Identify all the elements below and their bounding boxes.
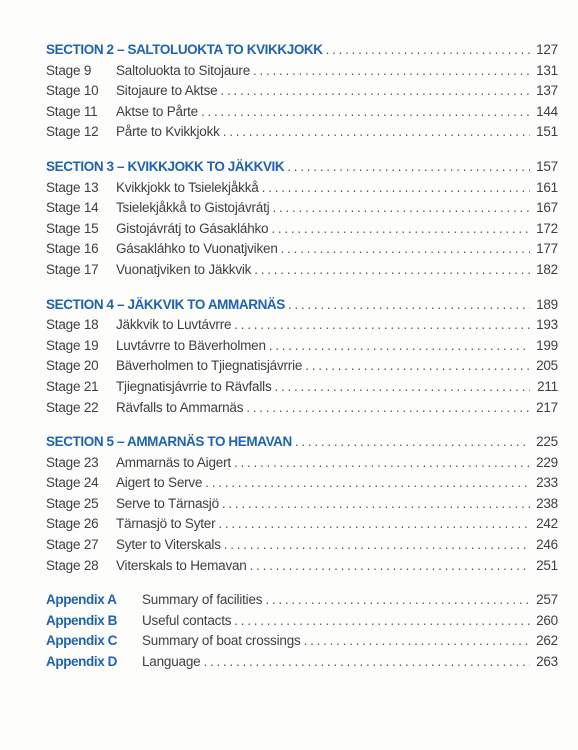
stage-title: Tsielekjåkkå to Gistojávrátj xyxy=(116,200,270,216)
page-number: 260 xyxy=(536,612,558,628)
page-number: 193 xyxy=(536,317,558,333)
stage-row[interactable] xyxy=(46,178,558,199)
page-number: 157 xyxy=(536,158,558,174)
section-heading: SECTION 2 – SALTOLUOKTA TO KVIKKJOKK xyxy=(46,42,323,57)
stage-title: Luvtávrre to Bäverholmen xyxy=(116,337,266,353)
page-number: 233 xyxy=(536,475,558,491)
stage-label: Stage 21 xyxy=(46,378,99,394)
page-number: 182 xyxy=(536,261,558,277)
stage-row[interactable] xyxy=(46,473,558,494)
dot-leader xyxy=(288,295,530,316)
page-number: 225 xyxy=(536,434,558,450)
stage-label: Stage 22 xyxy=(46,399,99,415)
page-number: 151 xyxy=(536,124,558,140)
toc-section-2 xyxy=(46,40,558,143)
page-number: 127 xyxy=(536,42,558,57)
stage-row[interactable] xyxy=(46,260,558,281)
appendix-title: Summary of facilities xyxy=(142,592,263,608)
stage-title: Rävfalls to Ammarnäs xyxy=(116,399,244,415)
stage-title: Serve to Tärnasjö xyxy=(116,495,219,511)
stage-title: Jäkkvik to Luvtávrre xyxy=(116,317,232,333)
stage-row[interactable] xyxy=(46,535,558,556)
page-number: 229 xyxy=(536,454,558,470)
toc-appendices xyxy=(46,590,558,672)
stage-row[interactable] xyxy=(46,453,558,474)
appendix-row[interactable] xyxy=(46,590,558,611)
appendix-title: Useful contacts xyxy=(142,612,232,628)
stage-label: Stage 17 xyxy=(46,261,99,277)
dot-leader xyxy=(262,178,530,199)
page-number: 242 xyxy=(536,516,558,532)
stage-label: Stage 27 xyxy=(46,537,99,553)
stage-title: Aktse to Pårte xyxy=(116,103,198,119)
stage-row[interactable] xyxy=(46,81,558,102)
stage-row[interactable] xyxy=(46,398,558,419)
stage-title: Vuonatjviken to Jäkkvik xyxy=(116,261,252,277)
stage-title: Bäverholmen to Tjiegnatisjávrrie xyxy=(116,358,303,374)
table-of-contents xyxy=(46,40,558,673)
toc-section-5 xyxy=(46,432,558,576)
stage-row[interactable] xyxy=(46,122,558,143)
stage-row[interactable] xyxy=(46,377,558,398)
dot-leader xyxy=(250,556,530,577)
page-number: 263 xyxy=(536,654,558,670)
stage-title: Syter to Viterskals xyxy=(116,537,221,553)
stage-title: Tärnasjö to Syter xyxy=(116,516,216,532)
dot-leader xyxy=(234,315,530,336)
dot-leader xyxy=(275,377,530,398)
dot-leader xyxy=(326,40,530,61)
stage-label: Stage 20 xyxy=(46,358,99,374)
stage-title: Gásakláhko to Vuonatjviken xyxy=(116,241,278,257)
dot-leader xyxy=(234,453,530,474)
section-heading: SECTION 4 – JÄKKVIK TO AMMARNÄS xyxy=(46,296,285,312)
dot-leader xyxy=(234,611,530,632)
dot-leader xyxy=(223,122,530,143)
stage-label: Stage 9 xyxy=(46,62,92,78)
dot-leader xyxy=(265,590,530,611)
stage-row[interactable] xyxy=(46,556,558,577)
stage-row[interactable] xyxy=(46,494,558,515)
stage-label: Stage 19 xyxy=(46,337,99,353)
dot-leader xyxy=(246,398,530,419)
appendix-title: Language xyxy=(142,654,201,670)
section-heading-row[interactable] xyxy=(46,157,558,178)
stage-title: Gistojávrátj to Gásakláhko xyxy=(116,220,269,236)
page-number: 262 xyxy=(536,633,558,649)
stage-title: Sitojaure to Aktse xyxy=(116,83,218,99)
stage-row[interactable] xyxy=(46,315,558,336)
page-number: 251 xyxy=(536,557,558,573)
page-number: 211 xyxy=(537,378,558,394)
page-number: 161 xyxy=(536,179,558,195)
dot-leader xyxy=(305,356,530,377)
section-heading: SECTION 3 – KVIKKJOKK TO JÄKKVIK xyxy=(46,158,285,174)
stage-label: Stage 28 xyxy=(46,557,99,573)
section-heading: SECTION 5 – AMMARNÄS TO HEMAVAN xyxy=(46,434,292,450)
stage-row[interactable] xyxy=(46,336,558,357)
appendix-label: Appendix A xyxy=(46,592,117,608)
page-number: 257 xyxy=(536,592,558,608)
stage-row[interactable] xyxy=(46,239,558,260)
dot-leader xyxy=(201,102,530,123)
page-number: 199 xyxy=(536,337,558,353)
section-heading-row[interactable] xyxy=(46,40,558,61)
stage-row[interactable] xyxy=(46,102,558,123)
appendix-row[interactable] xyxy=(46,611,558,632)
appendix-title: Summary of boat crossings xyxy=(142,633,301,649)
appendix-row[interactable] xyxy=(46,631,558,652)
stage-label: Stage 26 xyxy=(46,516,99,532)
appendix-label: Appendix B xyxy=(46,612,118,628)
stage-row[interactable] xyxy=(46,198,558,219)
dot-leader xyxy=(281,239,530,260)
stage-label: Stage 16 xyxy=(46,241,99,257)
section-heading-row[interactable] xyxy=(46,295,558,316)
dot-leader xyxy=(205,473,530,494)
dot-leader xyxy=(272,198,530,219)
toc-section-4 xyxy=(46,295,558,419)
section-heading-row[interactable] xyxy=(46,432,558,453)
page-number: 172 xyxy=(536,220,558,236)
stage-label: Stage 14 xyxy=(46,200,99,216)
page-number: 217 xyxy=(536,399,558,415)
stage-row[interactable] xyxy=(46,356,558,377)
dot-leader xyxy=(203,652,530,673)
page-number: 189 xyxy=(536,296,558,312)
stage-row[interactable] xyxy=(46,514,558,535)
page-number: 167 xyxy=(536,200,558,216)
stage-label: Stage 18 xyxy=(46,317,99,333)
stage-title: Aigert to Serve xyxy=(116,475,203,491)
stage-label: Stage 23 xyxy=(46,454,99,470)
dot-leader xyxy=(218,514,530,535)
stage-title: Pårte to Kvikkjokk xyxy=(116,124,220,140)
dot-leader xyxy=(304,631,530,652)
stage-label: Stage 10 xyxy=(46,83,99,99)
stage-title: Kvikkjokk to Tsielekjåkkå xyxy=(116,179,259,195)
page-number: 238 xyxy=(536,495,558,511)
stage-label: Stage 15 xyxy=(46,220,99,236)
page-number: 144 xyxy=(536,103,558,119)
dot-leader xyxy=(220,81,530,102)
page-number: 205 xyxy=(536,358,558,374)
stage-label: Stage 13 xyxy=(46,179,99,195)
dot-leader xyxy=(287,157,530,178)
stage-label: Stage 11 xyxy=(46,103,98,119)
stage-label: Stage 12 xyxy=(46,124,99,140)
dot-leader xyxy=(222,494,530,515)
stage-label: Stage 25 xyxy=(46,495,99,511)
stage-title: Saltoluokta to Sitojaure xyxy=(116,62,251,78)
appendix-label: Appendix C xyxy=(46,633,118,649)
dot-leader xyxy=(253,61,530,82)
stage-label: Stage 24 xyxy=(46,475,99,491)
page-number: 246 xyxy=(536,537,558,553)
stage-title: Ammarnäs to Aigert xyxy=(116,454,231,470)
dot-leader xyxy=(295,432,530,453)
page-number: 177 xyxy=(536,241,558,257)
appendix-row[interactable] xyxy=(46,652,558,673)
stage-title: Tjiegnatisjávrrie to Rävfalls xyxy=(116,378,272,394)
dot-leader xyxy=(269,336,530,357)
stage-row[interactable] xyxy=(46,61,558,82)
page-number: 131 xyxy=(536,62,558,78)
stage-row[interactable] xyxy=(46,219,558,240)
dot-leader xyxy=(254,260,530,281)
dot-leader xyxy=(224,535,530,556)
appendix-label: Appendix D xyxy=(46,654,118,670)
toc-section-3 xyxy=(46,157,558,281)
stage-title: Viterskals to Hemavan xyxy=(116,557,247,573)
page-number: 137 xyxy=(536,83,558,99)
dot-leader xyxy=(271,219,530,240)
